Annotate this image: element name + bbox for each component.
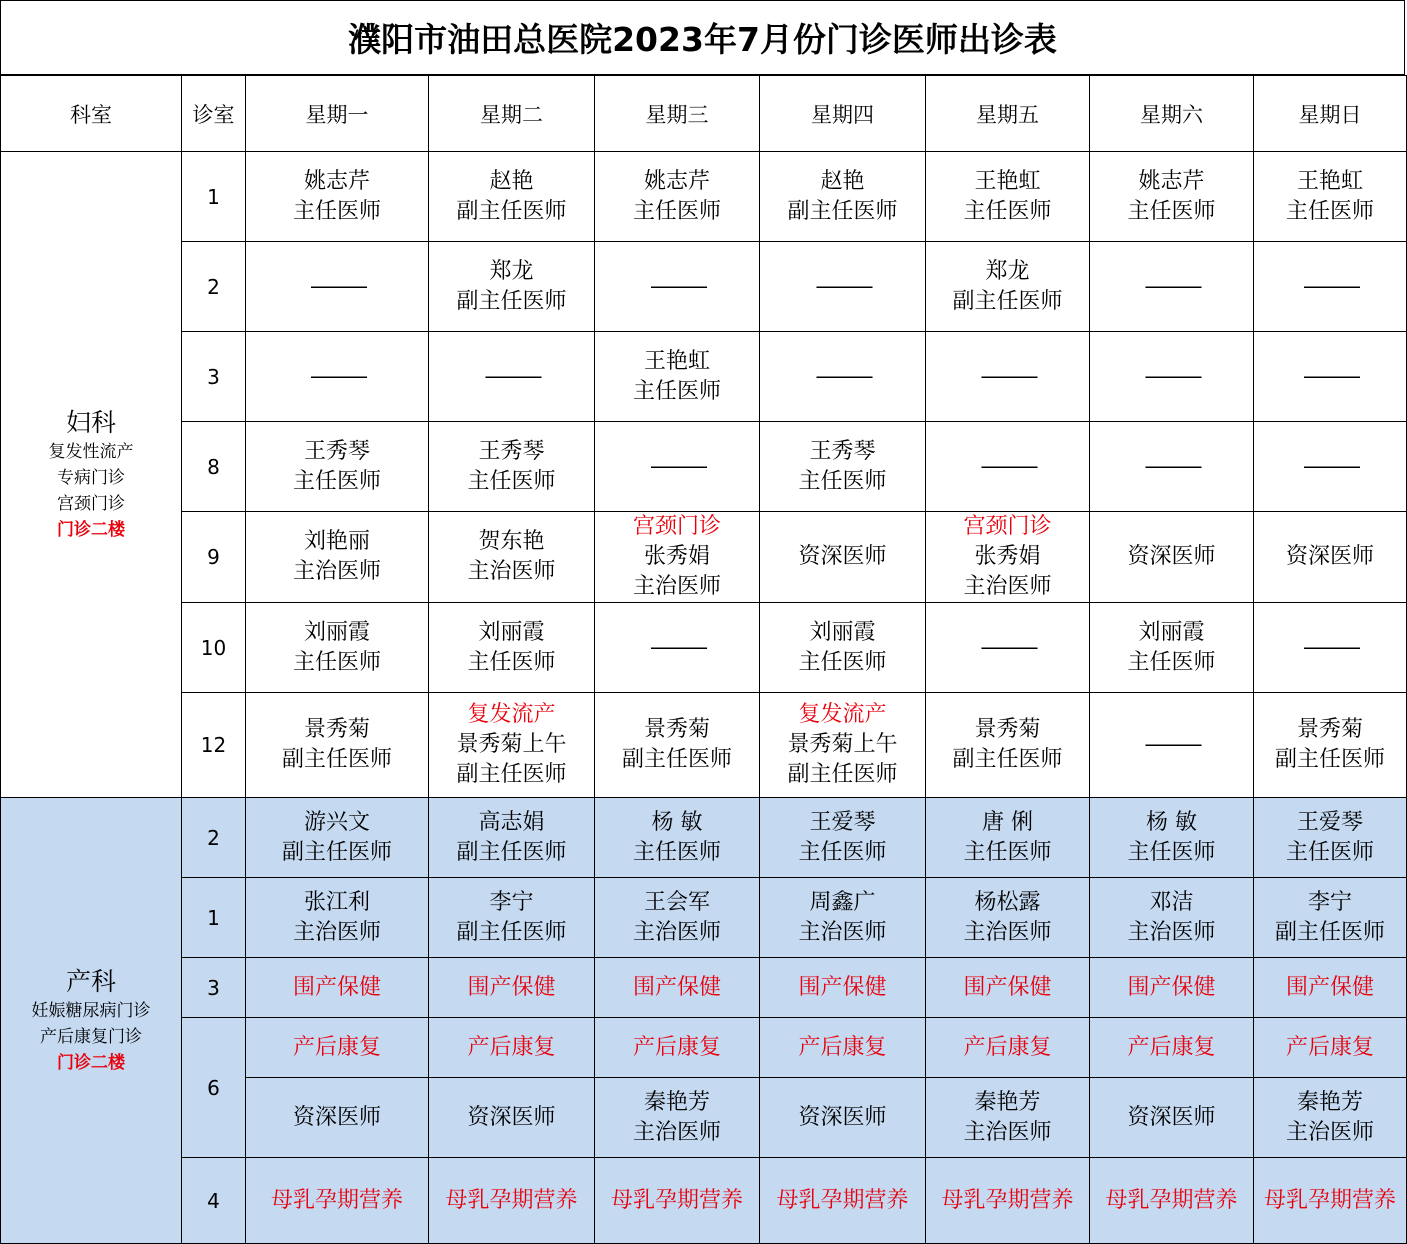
schedule-cell [760,152,926,242]
schedule-cell [1090,242,1254,332]
schedule-cell [1090,1078,1254,1158]
schedule-cell [246,1158,429,1244]
doctor-name: 刘丽霞 [303,619,370,645]
schedule-cell [926,603,1090,693]
schedule-cell [1090,878,1254,958]
clinic-label: 产后康复 [632,1034,721,1060]
doctor-title: 副主任医师 [1274,919,1385,945]
empty-slot-dash: ——— [1303,634,1357,660]
schedule-cell [429,693,595,798]
schedule-cell [926,798,1090,878]
doctor-title: 副主任医师 [456,288,567,314]
doctor-name: 姚志芹 [303,168,370,194]
department-name: 产科 [65,966,116,996]
empty-slot-dash: ——— [1303,273,1357,299]
schedule-cell [926,422,1090,512]
schedule-cell [595,1158,760,1244]
schedule-cell [926,878,1090,958]
clinic-label: 复发流产 [467,702,556,727]
doctor-name: 张秀娟 [974,544,1041,569]
clinic-label: 产后康复 [798,1034,887,1060]
doctor-name: 景秀菊 [974,717,1041,742]
schedule-cell [429,422,595,512]
clinic-label: 产后康复 [292,1034,381,1060]
clinic-label: 宫颈门诊 [963,514,1052,539]
table-row [1,878,1407,958]
schedule-cell [595,152,760,242]
room-number: 3 [182,958,246,1018]
doctor-name: 李宁 [489,889,534,915]
doctor-name: 王艳虹 [643,348,710,374]
schedule-cell [1090,1158,1254,1244]
room-number: 1 [182,152,246,242]
doctor-name: 姚志芹 [643,168,710,194]
schedule-cell [429,1078,595,1158]
schedule-cell [760,603,926,693]
doctor-name: 王爱琴 [809,809,876,835]
header-sun: 星期日 [1254,76,1407,152]
doctor-title: 主任医师 [292,468,381,494]
clinic-label: 围产保健 [1127,974,1216,1000]
schedule-cell [926,693,1090,798]
doctor-title: 主任医师 [632,378,721,404]
schedule-cell [760,1078,926,1158]
schedule-cell [926,332,1090,422]
schedule-cell [595,332,760,422]
doctor-title: 主任医师 [632,839,721,865]
doctor-title: 主任医师 [467,649,556,675]
doctor-name: 资深医师 [798,1104,887,1130]
schedule-cell [429,332,595,422]
schedule-cell [595,798,760,878]
doctor-name: 景秀菊上午 [456,732,567,757]
clinic-label: 围产保健 [963,974,1052,1000]
doctor-name: 王秀琴 [303,438,370,464]
schedule-cell [1090,1018,1254,1078]
schedule-cell [1254,242,1407,332]
clinic-label: 产后康复 [1285,1034,1374,1060]
doctor-name: 王艳虹 [1296,168,1363,194]
schedule-cell [1254,1018,1407,1078]
empty-slot-dash: ——— [980,363,1035,389]
schedule-cell [246,693,429,798]
schedule-cell [429,958,595,1018]
schedule-cell [1254,798,1407,878]
doctor-name: 秦艳芳 [643,1089,710,1115]
doctor-title: 副主任医师 [952,747,1063,772]
empty-slot-dash: ——— [980,453,1035,479]
doctor-name: 资深医师 [798,544,887,569]
schedule-cell [760,332,926,422]
doctor-name: 资深医师 [1127,1104,1216,1130]
clinic-label: 围产保健 [1285,974,1374,1000]
doctor-title: 主任医师 [798,839,887,865]
schedule-cell [1090,512,1254,603]
clinic-label: 围产保健 [632,974,721,1000]
empty-slot-dash: ——— [650,273,704,299]
clinic-label: 产后康复 [467,1034,556,1060]
doctor-name: 郑龙 [489,258,534,284]
doctor-name: 秦艳芳 [1296,1089,1363,1115]
doctor-title: 主治医师 [1127,919,1216,945]
schedule-cell [1254,878,1407,958]
schedule-cell [246,1078,429,1158]
doctor-name: 景秀菊 [1296,717,1363,742]
schedule-cell [246,878,429,958]
room-number: 12 [182,693,246,798]
schedule-cell [760,693,926,798]
room-number: 3 [182,332,246,422]
header-sat: 星期六 [1090,76,1254,152]
table-row [1,242,1407,332]
schedule-cell [595,242,760,332]
schedule-cell [760,512,926,603]
department-obstetrics [1,798,182,1244]
doctor-name: 游兴文 [303,809,370,835]
clinic-label: 母乳孕期营养 [1263,1187,1396,1213]
doctor-name: 刘艳丽 [303,529,370,554]
clinic-label: 宫颈门诊 [632,514,721,539]
doctor-name: 赵艳 [820,168,865,194]
schedule-cell [595,422,760,512]
room-number: 10 [182,603,246,693]
doctor-title: 主任医师 [1127,198,1216,224]
schedule-cell [1254,1158,1407,1244]
doctor-name: 郑龙 [985,258,1030,284]
schedule-cell [1090,693,1254,798]
doctor-title: 副主任医师 [1274,747,1385,772]
doctor-title: 主任医师 [1285,198,1374,224]
doctor-title: 主治医师 [632,1119,721,1145]
doctor-title: 主任医师 [798,649,887,675]
department-gynecology [1,152,182,798]
schedule-cell [595,1018,760,1078]
doctor-title: 主治医师 [798,919,887,945]
empty-slot-dash: ——— [1144,273,1199,299]
header-dept: 科室 [1,76,182,152]
table-row [1,603,1407,693]
schedule-cell [1254,512,1407,603]
schedule-table [0,75,1407,1244]
doctor-name: 王爱琴 [1296,809,1363,835]
doctor-name: 王秀琴 [478,438,545,464]
doctor-title: 主任医师 [963,839,1052,865]
doctor-name: 资深医师 [292,1104,381,1130]
clinic-label: 围产保健 [467,974,556,1000]
schedule-cell [595,958,760,1018]
doctor-title: 主任医师 [467,468,556,494]
schedule-cell [429,512,595,603]
schedule-cell [429,878,595,958]
clinic-label: 母乳孕期营养 [610,1187,743,1213]
clinic-label: 母乳孕期营养 [776,1187,909,1213]
doctor-name: 资深医师 [1285,544,1374,569]
empty-slot-dash: ——— [484,363,539,389]
doctor-name: 刘丽霞 [1138,619,1205,645]
schedule-cell [1090,422,1254,512]
schedule-cell [926,958,1090,1018]
schedule-cell [429,1018,595,1078]
doctor-name: 邓洁 [1149,889,1194,915]
schedule-cell [926,242,1090,332]
department-subclinic: 产后康复门诊 [40,1026,142,1047]
doctor-title: 主治医师 [467,559,556,584]
doctor-name: 张江利 [303,889,370,915]
schedule-cell [1090,603,1254,693]
schedule-cell [760,798,926,878]
schedule-cell [1254,958,1407,1018]
schedule-cell [246,798,429,878]
room-number: 2 [182,242,246,332]
department-subclinic: 宫颈门诊 [57,493,125,514]
empty-slot-dash: ——— [815,273,870,299]
schedule-cell [429,798,595,878]
schedule-cell [1254,1078,1407,1158]
department-subclinic: 专病门诊 [57,467,125,488]
header-wed: 星期三 [595,76,760,152]
schedule-cell [1090,332,1254,422]
clinic-label: 母乳孕期营养 [1105,1187,1238,1213]
doctor-name: 赵艳 [489,168,534,194]
clinic-label: 围产保健 [292,974,381,1000]
doctor-name: 李宁 [1307,889,1352,915]
schedule-cell [1254,152,1407,242]
doctor-title: 副主任医师 [456,762,567,787]
doctor-name: 王会军 [643,889,710,915]
schedule-cell [246,603,429,693]
empty-slot-dash: ——— [310,273,364,299]
doctor-title: 主任医师 [963,198,1052,224]
department-name: 妇科 [65,407,116,437]
schedule-cell [1090,798,1254,878]
schedule-cell [926,1158,1090,1244]
doctor-name: 杨 敏 [1146,809,1197,835]
doctor-title: 主治医师 [963,1119,1052,1145]
doctor-title: 主任医师 [1127,839,1216,865]
department-subclinic: 复发性流产 [48,441,134,462]
room-number: 1 [182,878,246,958]
doctor-title: 主任医师 [292,649,381,675]
doctor-title: 主治医师 [963,574,1052,599]
schedule-cell [595,1078,760,1158]
doctor-title: 副主任医师 [621,747,732,772]
schedule-cell [926,1018,1090,1078]
doctor-title: 主治医师 [1285,1119,1374,1145]
table-row [1,958,1407,1018]
room-number: 6 [182,1018,246,1158]
doctor-name: 资深医师 [1127,544,1216,569]
schedule-cell [760,1018,926,1078]
header-thu: 星期四 [760,76,926,152]
doctor-title: 副主任医师 [456,919,567,945]
empty-slot-dash: ——— [650,453,704,479]
doctor-title: 主任医师 [798,468,887,494]
schedule-cell [760,242,926,332]
doctor-name: 景秀菊 [303,717,370,742]
clinic-label: 复发流产 [798,702,887,727]
room-number: 9 [182,512,246,603]
schedule-cell [246,422,429,512]
schedule-cell [926,152,1090,242]
table-row [1,798,1407,878]
schedule-cell [246,152,429,242]
doctor-name: 杨 敏 [651,809,703,835]
empty-slot-dash: ——— [1144,732,1199,757]
schedule-cell [926,1078,1090,1158]
schedule-cell [760,422,926,512]
schedule-cell [926,512,1090,603]
clinic-label: 母乳孕期营养 [270,1187,403,1213]
doctor-title: 主任医师 [1285,839,1374,865]
empty-slot-dash: ——— [310,363,364,389]
doctor-title: 副主任医师 [787,198,898,224]
doctor-title: 主治医师 [632,574,721,599]
doctor-name: 周鑫广 [809,889,876,915]
table-row [1,332,1407,422]
doctor-title: 副主任医师 [456,839,567,865]
table-row [1,152,1407,242]
schedule-cell [1254,603,1407,693]
table-row [1,1018,1407,1078]
schedule-cell [595,603,760,693]
doctor-name: 秦艳芳 [974,1089,1041,1115]
empty-slot-dash: ——— [650,634,704,660]
schedule-cell [1254,332,1407,422]
schedule-cell [760,958,926,1018]
doctor-title: 副主任医师 [456,198,567,224]
header-mon: 星期一 [246,76,429,152]
empty-slot-dash: ——— [1144,363,1199,389]
doctor-name: 贺东艳 [478,529,545,554]
doctor-name: 唐 俐 [982,809,1033,835]
doctor-title: 主任医师 [632,198,721,224]
doctor-name: 王艳虹 [974,168,1041,194]
schedule-cell [760,1158,926,1244]
doctor-title: 副主任医师 [952,288,1063,314]
doctor-title: 主治医师 [632,919,721,945]
schedule-cell [595,693,760,798]
room-number: 8 [182,422,246,512]
doctor-name: 景秀菊 [643,717,710,742]
doctor-name: 刘丽霞 [478,619,545,645]
doctor-name: 刘丽霞 [809,619,876,645]
doctor-name: 高志娟 [478,809,545,835]
clinic-label: 产后康复 [963,1034,1052,1060]
table-row [1,693,1407,798]
department-floor: 门诊二楼 [57,1052,125,1073]
empty-slot-dash: ——— [815,363,870,389]
schedule-cell [246,242,429,332]
room-number: 4 [182,1158,246,1244]
schedule-cell [1254,693,1407,798]
doctor-title: 主治医师 [292,559,381,584]
doctor-name: 姚志芹 [1138,168,1205,194]
schedule-cell [246,332,429,422]
schedule-cell [595,512,760,603]
header-fri: 星期五 [926,76,1090,152]
doctor-title: 副主任医师 [281,839,392,865]
schedule-cell [246,958,429,1018]
doctor-name: 资深医师 [467,1104,556,1130]
empty-slot-dash: ——— [1303,453,1357,479]
schedule-cell [429,603,595,693]
schedule-cell [429,1158,595,1244]
table-row [1,512,1407,603]
table-row [1,422,1407,512]
schedule-cell [1254,422,1407,512]
schedule-cell [429,242,595,332]
header-row [1,76,1407,152]
doctor-title: 主任医师 [292,198,381,224]
table-row [1,1158,1407,1244]
schedule-cell [1090,958,1254,1018]
schedule-cell [1090,152,1254,242]
schedule-cell [246,512,429,603]
doctor-name: 景秀菊上午 [787,732,898,757]
schedule-cell [760,878,926,958]
schedule-cell [595,878,760,958]
department-subclinic: 妊娠糖尿病门诊 [31,1000,151,1021]
doctor-title: 副主任医师 [281,747,392,772]
clinic-label: 母乳孕期营养 [445,1187,578,1213]
doctor-name: 王秀琴 [809,438,876,464]
doctor-title: 主治医师 [963,919,1052,945]
empty-slot-dash: ——— [1303,363,1357,389]
empty-slot-dash: ——— [980,634,1035,660]
doctor-title: 副主任医师 [787,762,898,787]
clinic-label: 产后康复 [1127,1034,1216,1060]
schedule-cell [246,1018,429,1078]
clinic-label: 围产保健 [798,974,887,1000]
schedule-cell [429,152,595,242]
department-floor: 门诊二楼 [57,519,125,540]
header-room: 诊室 [182,76,246,152]
doctor-name: 张秀娟 [643,544,710,569]
doctor-name: 杨松露 [974,889,1041,915]
doctor-title: 主任医师 [1127,649,1216,675]
header-tue: 星期二 [429,76,595,152]
room-number: 2 [182,798,246,878]
empty-slot-dash: ——— [1144,453,1199,479]
doctor-title: 主治医师 [292,919,381,945]
clinic-label: 母乳孕期营养 [941,1187,1074,1213]
page-title: 濮阳市油田总医院2023年7月份门诊医师出诊表 [0,0,1405,75]
